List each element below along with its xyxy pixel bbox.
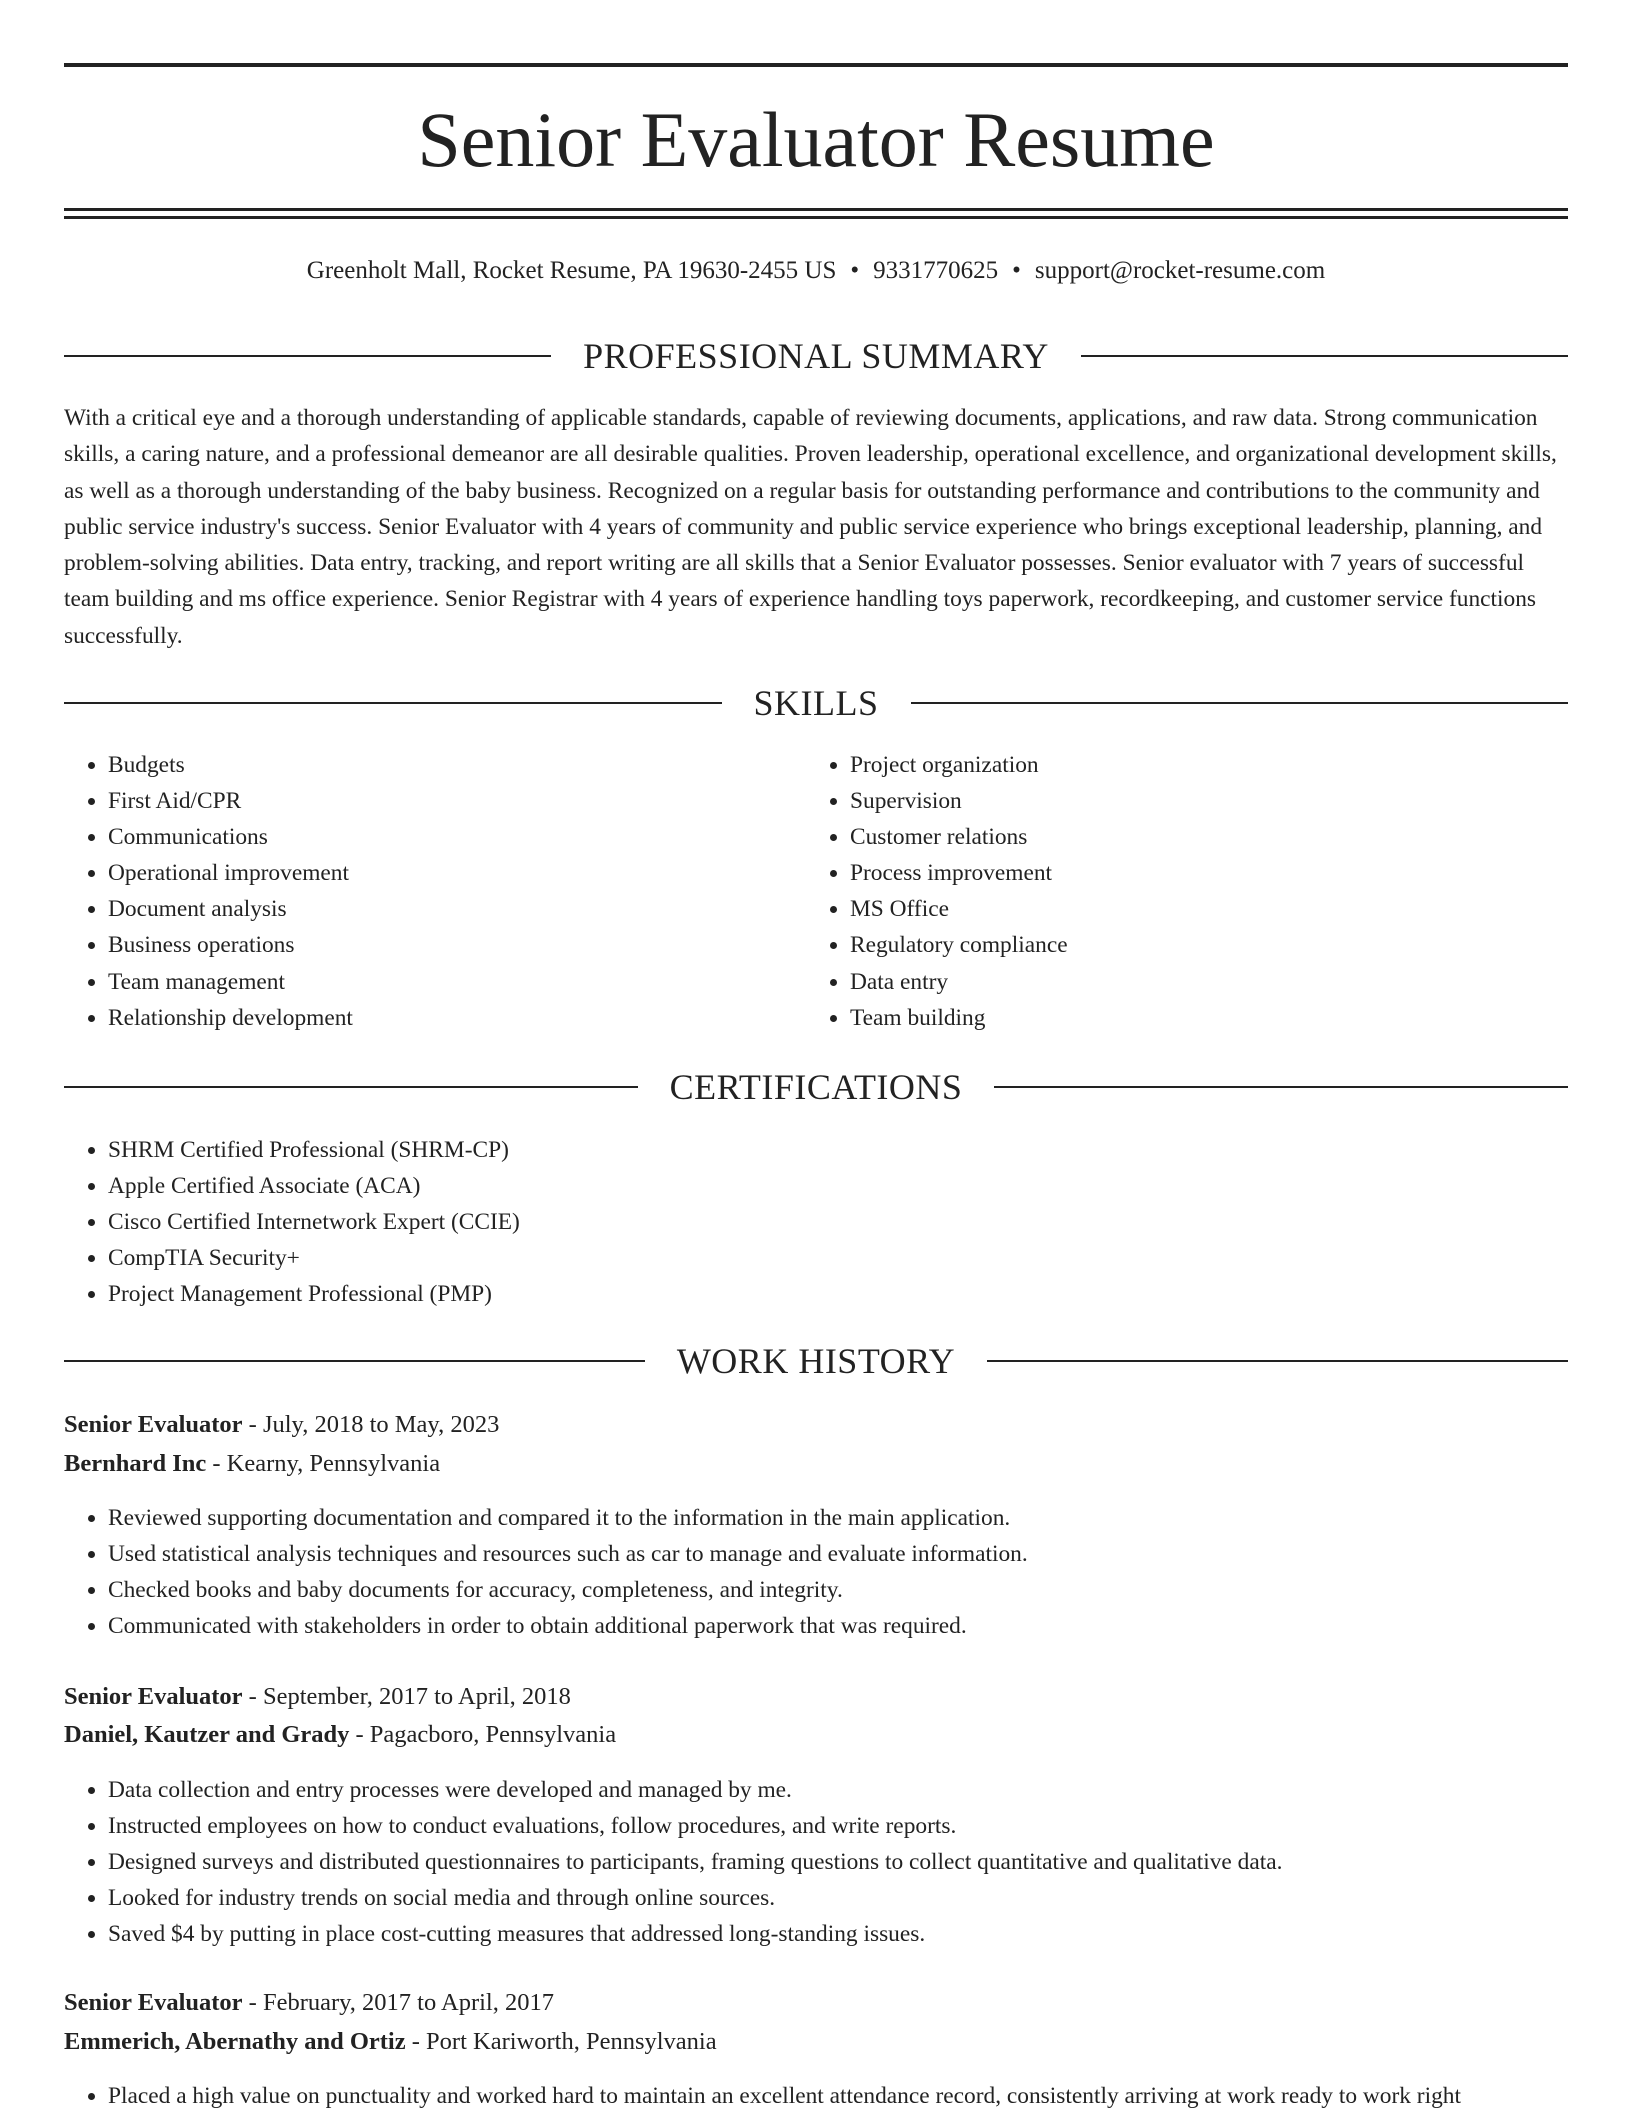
- job-company-line: [64, 1448, 1568, 1480]
- certification-item: • Cisco Certified Internetwork Expert (CCIE): [108, 1204, 1508, 1240]
- heading-rule: [994, 1086, 1568, 1088]
- section-title: SKILLS: [753, 683, 879, 723]
- heading-rule: [64, 355, 551, 357]
- job-company: Emmerich, Abernathy and Ortiz: [64, 2028, 406, 2055]
- job-title-line: [64, 1987, 1568, 2019]
- job-title-line: [64, 1681, 1568, 1713]
- skill-item: • Data entry: [850, 964, 1550, 1000]
- section-title: CERTIFICATIONS: [669, 1067, 963, 1107]
- skill-item: • Budgets: [108, 747, 808, 783]
- contact-separator: •: [1012, 257, 1021, 284]
- skill-item: • Document analysis: [108, 891, 808, 927]
- skill-item: • Regulatory compliance: [850, 927, 1550, 963]
- summary-text: With a critical eye and a thorough understanding of applicable standards, capable of reviewing documents, applications, and raw data. Strong communication skills, a caring nature, and a professional demeanor are all desirable qualities. Proven leadership, operational excellence, and organizational development skills, as well as a thorough understanding of the baby business. Recognized on a regular basis for outstanding performance and contributions to the community and public service industry's success. Senior Evaluator with 4 years of community and public service experience who brings exceptional leadership, planning, and problem-solving abilities. Data entry, tracking, and report writing are all skills that a Senior Evaluator possesses. Senior evaluator with 7 years of successful team building and ms office experience. Senior Registrar with 4 years of experience handling toys paperwork, recordkeeping, and customer service functions successfully.: [64, 405, 1557, 649]
- job-bullet: • Placed a high value on punctuality and worked hard to maintain an excellent attendance record, consistently arriving at work ready to work right: [108, 2078, 1612, 2114]
- job-bullet: • Communicated with stakeholders in order to obtain additional paperwork that was required.: [108, 1608, 1588, 1644]
- job-bullets: [64, 1772, 1588, 1952]
- job-location: - Pagacboro, Pennsylvania: [349, 1721, 617, 1748]
- job-company: Daniel, Kautzer and Grady: [64, 1721, 350, 1748]
- job-dates: - February, 2017 to April, 2017: [242, 1989, 554, 2016]
- section-heading-certifications: [64, 1064, 1568, 1110]
- heading-rule: [64, 1360, 645, 1362]
- skill-item: • Customer relations: [850, 819, 1550, 855]
- certification-item: • SHRM Certified Professional (SHRM-CP): [108, 1132, 1508, 1168]
- job-bullet: • Checked books and baby documents for accuracy, completeness, and integrity.: [108, 1572, 1588, 1608]
- certification-item: • Apple Certified Associate (ACA): [108, 1168, 1508, 1204]
- contact-phone: 9331770625: [873, 257, 999, 284]
- skills-list-right: [806, 747, 1550, 1036]
- heading-rule: [64, 702, 722, 704]
- certifications-list: [64, 1132, 1508, 1312]
- skill-item: • MS Office: [850, 891, 1550, 927]
- skill-item: • Process improvement: [850, 855, 1550, 891]
- certification-item: • Project Management Professional (PMP): [108, 1276, 1508, 1312]
- skill-item: • Project organization: [850, 747, 1550, 783]
- job-company: Bernhard Inc: [64, 1450, 207, 1477]
- skill-item: • Operational improvement: [108, 855, 808, 891]
- job-title-line: [64, 1409, 1568, 1441]
- heading-rule: [1081, 355, 1568, 357]
- section-title: WORK HISTORY: [676, 1341, 956, 1381]
- heading-rule: [987, 1360, 1568, 1362]
- job-dates: - July, 2018 to May, 2023: [242, 1411, 500, 1438]
- job-bullets: [64, 2078, 1612, 2114]
- skill-item: • Team management: [108, 964, 808, 1000]
- title-rule-upper: [64, 208, 1568, 211]
- job-bullet: • Looked for industry trends on social media and through online sources.: [108, 1880, 1588, 1916]
- job-company-line: [64, 2026, 1568, 2058]
- section-heading-work-history: [64, 1338, 1568, 1384]
- section-heading-skills: [64, 680, 1568, 726]
- skill-item: • Team building: [850, 1000, 1550, 1036]
- job-bullet: • Saved $4 by putting in place cost-cutting measures that addressed long-standing issues.: [108, 1916, 1588, 1952]
- skills-list-left: [64, 747, 808, 1036]
- contact-separator: •: [850, 257, 860, 284]
- job-company-line: [64, 1719, 1568, 1751]
- job-bullets: [64, 1500, 1588, 1644]
- job-bullet: • Data collection and entry processes were developed and managed by me.: [108, 1772, 1588, 1808]
- job-title: Senior Evaluator: [64, 1683, 243, 1710]
- job-location: - Kearny, Pennsylvania: [206, 1450, 441, 1477]
- skill-item: • Relationship development: [108, 1000, 808, 1036]
- heading-rule: [64, 1086, 638, 1088]
- skill-item: • Communications: [108, 819, 808, 855]
- title-rule-lower: [64, 216, 1568, 219]
- job-bullet: • Instructed employees on how to conduct evaluations, follow procedures, and write reports.: [108, 1808, 1588, 1844]
- job-dates: - September, 2017 to April, 2018: [242, 1683, 571, 1710]
- job-title: Senior Evaluator: [64, 1989, 243, 2016]
- job-bullet: • Reviewed supporting documentation and compared it to the information in the main application.: [108, 1500, 1588, 1536]
- heading-rule: [911, 702, 1569, 704]
- job-title: Senior Evaluator: [64, 1411, 243, 1438]
- top-rule: [64, 63, 1568, 67]
- skill-item: • Supervision: [850, 783, 1550, 819]
- skill-item: • First Aid/CPR: [108, 783, 808, 819]
- job-bullet: • Designed surveys and distributed questionnaires to participants, framing questions to collect quantitative and qualitative data.: [108, 1844, 1588, 1880]
- job-location: - Port Kariworth, Pennsylvania: [405, 2028, 717, 2055]
- certification-item: • CompTIA Security+: [108, 1240, 1508, 1276]
- job-bullet: • Used statistical analysis techniques and resources such as car to manage and evaluate information.: [108, 1536, 1588, 1572]
- contact-line: [0, 255, 1632, 287]
- section-title: PROFESSIONAL SUMMARY: [583, 336, 1049, 376]
- contact-email: support@rocket-resume.com: [1034, 257, 1326, 284]
- contact-address: Greenholt Mall, Rocket Resume, PA 19630-2455 US: [306, 257, 837, 284]
- page-title: Senior Evaluator Resume: [417, 96, 1215, 183]
- skill-item: • Business operations: [108, 927, 808, 963]
- section-heading-summary: [64, 333, 1568, 379]
